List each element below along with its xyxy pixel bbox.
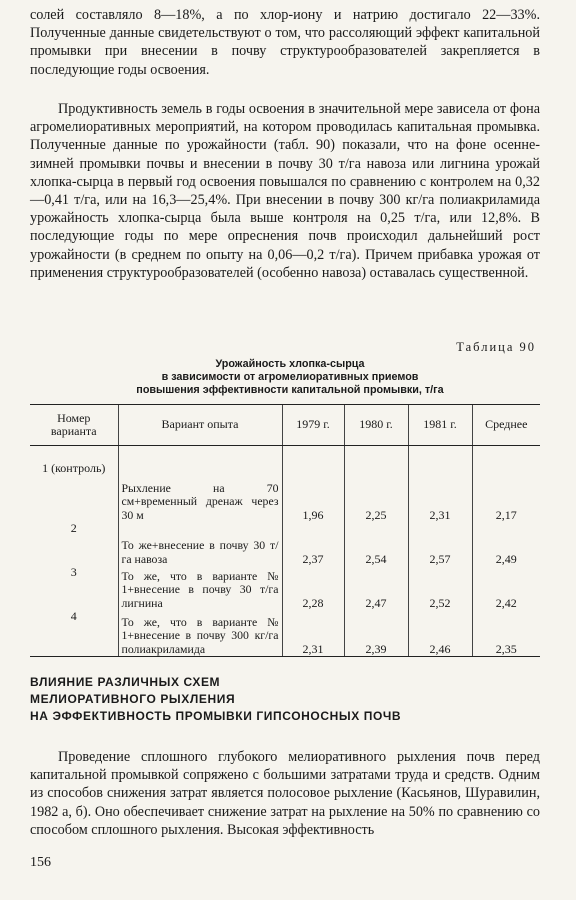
variant-number: 4 — [30, 610, 118, 657]
variant-description: Рыхление на 70 см+временный дренаж через 30 м — [118, 446, 282, 523]
table-label: Таблица 90 — [456, 340, 536, 354]
yield-1980: 2,39 — [344, 610, 408, 657]
yield-table — [30, 404, 540, 657]
page-number: 156 — [30, 855, 51, 870]
variant-number: 2 — [70, 521, 77, 535]
table-title — [60, 358, 520, 397]
section-heading — [30, 674, 540, 725]
header-variant: Вариант опыта — [118, 405, 282, 446]
paragraph-top: солей составляло 8—18%, а по хлор-иону и натрию достигало 22—33%. Полученные данные свидетельствуют о том, что рассоляющий эффект капитальной промывки при внесении в почву структурообразователей закрепляется в последующие годы освоения. — [30, 7, 540, 78]
variant-description: То же+внесение в почву 30 т/га навоза — [118, 522, 282, 566]
table-title-line: повышения эффективности капитальной промывки, т/га — [136, 384, 444, 396]
paragraph-productivity: Продуктивность земель в годы освоения в значительной мере зависела от фона агромелиоративных мероприятий, на котором проводилась капитальная промывка. Полученные данные по урожайности (табл. 90) показали, что на фоне осенне-зимней промывки почвы и внесении в почву 30 т/га навоза или лигнина урожай хлопка-сырца в первый год освоения повышался по сравнению с контролем на 0,32—0,41 т/га, или на 16,3—25,4%. При внесении в почву 300 кг/га полиакриламида урожайность хлопка-сырца была выше контроля на 0,25 т/га, или 12,8%. В последующие годы по мере опреснения почв происходил дальнейший рост урожайности (в среднем по опыту на 0,06—0,2 т/га). Причем прибавка урожая от применения структурообразователей (особенно навоза) оставалась существенной. — [30, 101, 540, 281]
variant-description: То же, что в варианте № 1+внесение в почву 30 т/га лигнина — [118, 566, 282, 610]
header-variant-number: Номер варианта — [30, 405, 118, 446]
table-header-row — [30, 405, 540, 446]
variant-number: 1 (контроль) — [42, 461, 106, 475]
paragraph-bottom: Проведение сплошного глубокого мелиоративного рыхления почв перед капитальной промывкой сопряжено с большими затратами труда и средств. Одним из способов снижения затрат является полосовое рыхление (Касьянов, Шуравилин, 1982 а, б). Оно обеспечивает снижение затрат на рыхление на 50% по сравнению со способом сплошного рыхления. Высокая эффективность — [30, 749, 540, 838]
yield-average: 2,17 — [472, 446, 540, 523]
yield-average: 2,42 — [472, 566, 540, 610]
table-row — [30, 522, 540, 566]
variant-number: 3 — [70, 565, 77, 579]
variant-description: То же, что в варианте № 1+внесение в почву 300 кг/га полиакриламида — [118, 610, 282, 657]
table-row — [30, 610, 540, 657]
yield-1979: 1,96 — [282, 446, 344, 523]
table-row — [30, 566, 540, 610]
table-title-line: в зависимости от агромелиоративных приемов — [161, 371, 419, 383]
table-title-line: Урожайность хлопка-сырца — [215, 358, 365, 370]
yield-1981: 2,52 — [408, 566, 472, 610]
yield-1979: 2,28 — [282, 566, 344, 610]
section-heading-line: МЕЛИОРАТИВНОГО РЫХЛЕНИЯ — [30, 692, 236, 706]
yield-average: 2,49 — [472, 522, 540, 566]
header-average: Среднее — [472, 405, 540, 446]
yield-average: 2,35 — [472, 610, 540, 657]
header-1981: 1981 г. — [408, 405, 472, 446]
yield-1981: 2,57 — [408, 522, 472, 566]
section-heading-line: НА ЭФФЕКТИВНОСТЬ ПРОМЫВКИ ГИПСОНОСНЫХ ПОЧВ — [30, 709, 402, 723]
yield-1979: 2,37 — [282, 522, 344, 566]
header-1979: 1979 г. — [282, 405, 344, 446]
yield-1979: 2,31 — [282, 610, 344, 657]
yield-1980: 2,25 — [344, 446, 408, 523]
header-1980: 1980 г. — [344, 405, 408, 446]
yield-1981: 2,46 — [408, 610, 472, 657]
section-heading-line: ВЛИЯНИЕ РАЗЛИЧНЫХ СХЕМ — [30, 675, 221, 689]
table-row — [30, 446, 540, 523]
yield-1980: 2,47 — [344, 566, 408, 610]
yield-1980: 2,54 — [344, 522, 408, 566]
yield-1981: 2,31 — [408, 446, 472, 523]
